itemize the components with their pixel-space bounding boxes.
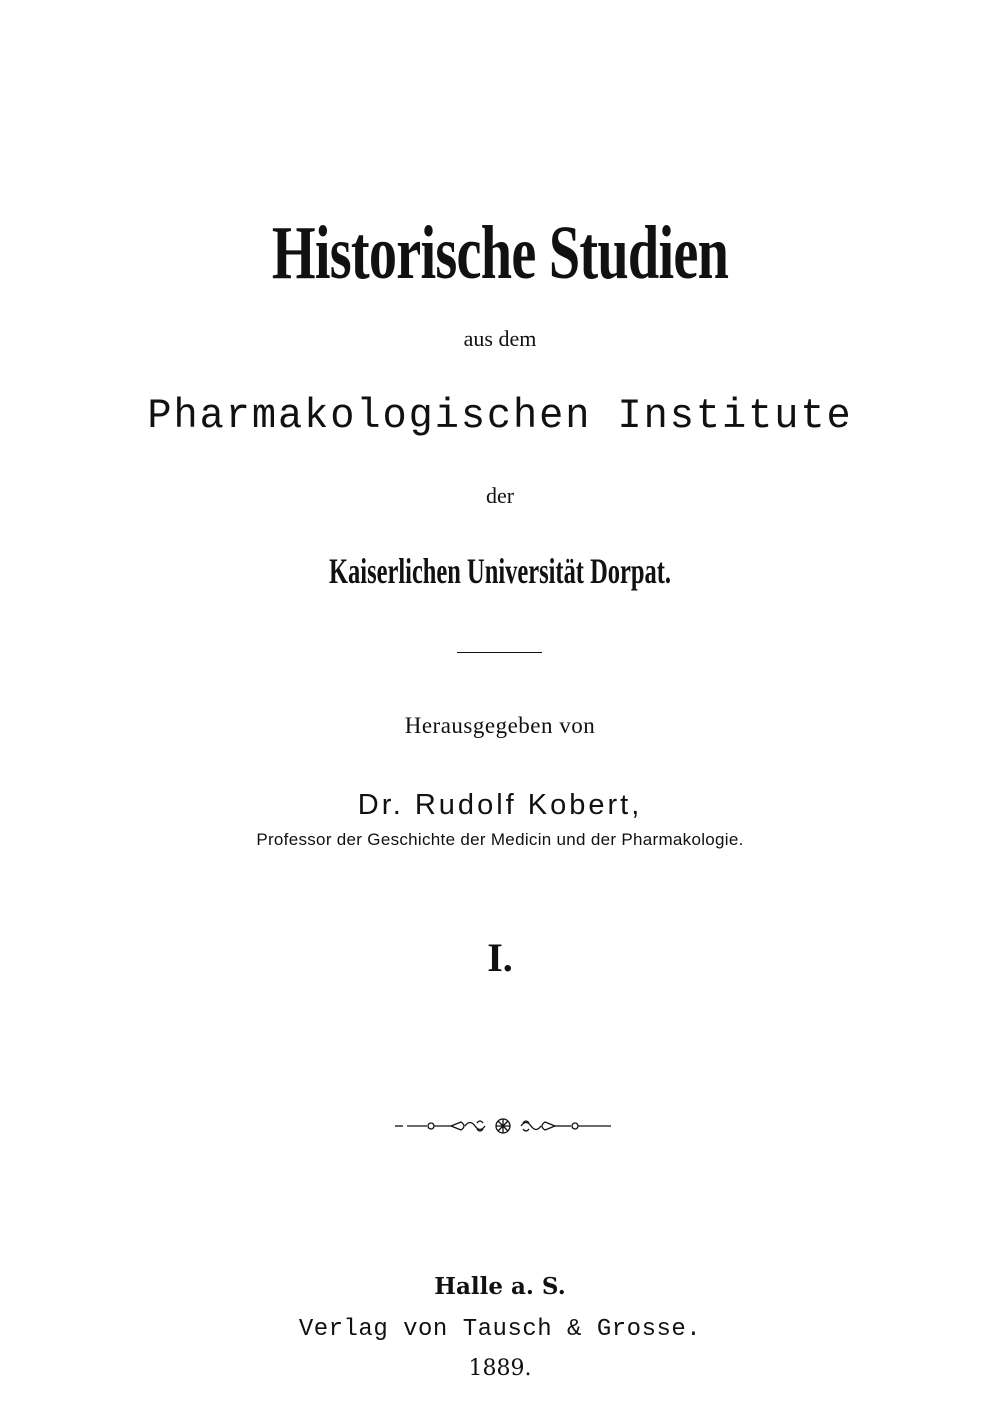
- connector-der: der: [485, 483, 515, 508]
- connector-aus-dem: aus dem: [463, 326, 537, 351]
- editor-name: Dr. Rudolf Kobert,: [357, 789, 643, 821]
- university-name: Kaiserlichen Universität Dorpat.: [329, 551, 671, 591]
- editor-intro: Herausgegeben von: [404, 713, 596, 738]
- publisher: Verlag von Tausch & Grosse.: [298, 1316, 702, 1343]
- publication-year: 1889.: [468, 1356, 532, 1381]
- volume-number: I.: [487, 935, 513, 980]
- ornament-divider-icon: [393, 1111, 613, 1141]
- editor-role: Professor der Geschichte der Medicin und der Pharmakologie.: [256, 830, 744, 849]
- divider-rule: [457, 652, 542, 653]
- institute-name: Pharmakologischen Institute: [147, 392, 853, 440]
- publication-place: Halle a. S.: [434, 1273, 566, 1300]
- main-title: Historische Studien: [271, 211, 729, 295]
